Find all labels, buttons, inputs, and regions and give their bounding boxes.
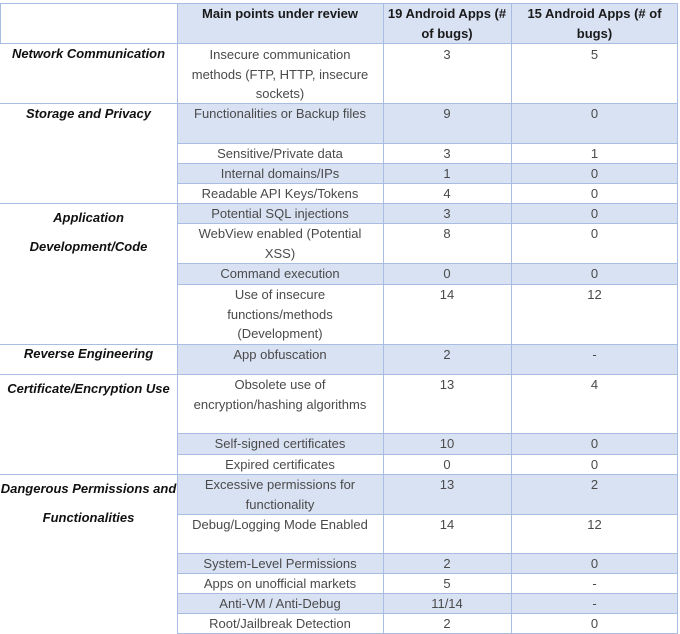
cell-15apps: 0 bbox=[590, 166, 599, 181]
cell-19apps: 0 bbox=[443, 457, 451, 472]
table-row bbox=[177, 514, 678, 553]
header-col-points bbox=[177, 3, 383, 43]
cell-19apps: 5 bbox=[443, 576, 451, 591]
col-divider bbox=[177, 3, 178, 634]
cell-15apps: 0 bbox=[590, 266, 599, 281]
row-divider bbox=[177, 263, 678, 264]
row-divider bbox=[0, 103, 678, 104]
header-col-15apps-label: 15 Android Apps (# of bugs) bbox=[527, 6, 662, 41]
cell-15apps: 0 bbox=[590, 616, 599, 631]
cell-19apps: 14 bbox=[439, 517, 455, 532]
row-divider bbox=[177, 163, 678, 164]
category-application-development: Application Development/Code bbox=[29, 210, 148, 254]
table-row bbox=[177, 344, 678, 374]
row-divider bbox=[177, 143, 678, 144]
cell-15apps: - bbox=[592, 576, 597, 591]
cell-point: Internal domains/IPs bbox=[220, 166, 340, 181]
row-divider bbox=[177, 514, 678, 515]
cell-point: Excessive permissions for functionality bbox=[204, 477, 356, 512]
col-divider bbox=[511, 3, 512, 634]
cell-point: Sensitive/Private data bbox=[217, 146, 343, 161]
cell-point: Insecure communication methods (FTP, HTTP, insecure sockets) bbox=[191, 47, 369, 102]
header-col-19apps bbox=[383, 3, 511, 43]
cell-19apps: 0 bbox=[443, 266, 451, 281]
header-row bbox=[0, 3, 678, 43]
col-divider bbox=[677, 3, 678, 634]
row-divider bbox=[177, 553, 678, 554]
row-divider bbox=[0, 203, 678, 204]
cell-15apps: 0 bbox=[590, 106, 599, 121]
col-divider bbox=[0, 3, 1, 43]
cell-point: Apps on unofficial markets bbox=[203, 576, 357, 591]
cell-19apps: 14 bbox=[439, 287, 455, 302]
cell-19apps: 13 bbox=[439, 477, 455, 492]
cell-15apps: 0 bbox=[590, 226, 599, 241]
cell-19apps: 4 bbox=[443, 186, 451, 201]
category-dangerous-permissions: Dangerous Permissions and Functionalities bbox=[0, 481, 177, 525]
cell-point: Command execution bbox=[220, 266, 340, 281]
cell-15apps: 2 bbox=[590, 477, 599, 492]
cell-19apps: 3 bbox=[443, 47, 451, 62]
row-divider bbox=[177, 284, 678, 285]
row-divider bbox=[177, 613, 678, 614]
cell-15apps: 0 bbox=[590, 457, 599, 472]
table-border bbox=[0, 3, 678, 4]
category-network-communication: Network Communication bbox=[11, 46, 166, 61]
table-row bbox=[177, 284, 678, 344]
category-certificate-encryption: Certificate/Encryption Use bbox=[7, 381, 170, 396]
table-row bbox=[177, 163, 678, 183]
table-row bbox=[177, 613, 678, 633]
cell-point: Root/Jailbreak Detection bbox=[209, 616, 351, 631]
cell-point: Self-signed certificates bbox=[214, 436, 346, 451]
cell-point: Debug/Logging Mode Enabled bbox=[192, 517, 368, 532]
cell-15apps: 0 bbox=[590, 186, 599, 201]
table-row bbox=[177, 223, 678, 263]
row-divider bbox=[0, 344, 678, 345]
row-divider bbox=[177, 454, 678, 455]
cell-point: App obfuscation bbox=[233, 347, 327, 362]
cell-19apps: 8 bbox=[443, 226, 451, 241]
category-storage-privacy: Storage and Privacy bbox=[26, 106, 151, 121]
table-row bbox=[177, 553, 678, 573]
category-reverse-engineering: Reverse Engineering bbox=[23, 346, 154, 361]
cell-19apps: 1 bbox=[443, 166, 451, 181]
table-row bbox=[177, 263, 678, 284]
row-divider bbox=[0, 374, 678, 375]
cell-15apps: 1 bbox=[590, 146, 599, 161]
cell-19apps: 2 bbox=[443, 347, 451, 362]
row-divider bbox=[177, 593, 678, 594]
cell-point: Readable API Keys/Tokens bbox=[201, 186, 359, 201]
cell-19apps: 2 bbox=[443, 616, 451, 631]
table-row bbox=[177, 454, 678, 474]
cell-19apps: 2 bbox=[443, 556, 451, 571]
header-col-category bbox=[0, 3, 177, 43]
cell-19apps: 9 bbox=[443, 106, 451, 121]
row-divider bbox=[177, 223, 678, 224]
cell-15apps: 4 bbox=[590, 377, 599, 392]
table-row bbox=[177, 203, 678, 223]
cell-15apps: 0 bbox=[590, 556, 599, 571]
table-row bbox=[177, 374, 678, 433]
cell-point: Potential SQL injections bbox=[211, 206, 349, 221]
table-row bbox=[177, 573, 678, 593]
cell-point: Anti-VM / Anti-Debug bbox=[219, 596, 341, 611]
cell-15apps: 12 bbox=[587, 517, 602, 532]
table-row bbox=[177, 143, 678, 163]
cell-15apps: 12 bbox=[587, 287, 602, 302]
table-border bbox=[0, 43, 678, 44]
row-divider bbox=[177, 433, 678, 434]
header-col-15apps bbox=[511, 3, 678, 43]
header-col-19apps-label: 19 Android Apps (# of bugs) bbox=[387, 6, 507, 41]
cell-19apps: 10 bbox=[439, 436, 455, 451]
row-divider bbox=[0, 474, 678, 475]
row-divider bbox=[177, 573, 678, 574]
cell-point: System-Level Permissions bbox=[203, 556, 357, 571]
cell-19apps: 11/14 bbox=[431, 596, 463, 611]
cell-15apps: 5 bbox=[590, 47, 599, 62]
cell-19apps: 13 bbox=[439, 377, 455, 392]
table-row bbox=[177, 474, 678, 514]
header-col-points-label: Main points under review bbox=[201, 6, 359, 21]
cell-19apps: 3 bbox=[443, 146, 451, 161]
cell-point: Obsolete use of encryption/hashing algorithms bbox=[193, 377, 367, 412]
cell-15apps: - bbox=[592, 596, 597, 611]
table-row bbox=[177, 183, 678, 203]
table-row bbox=[177, 433, 678, 454]
col-divider bbox=[383, 3, 384, 634]
cell-point: WebView enabled (Potential XSS) bbox=[198, 226, 362, 261]
table-row bbox=[177, 103, 678, 143]
row-divider bbox=[177, 183, 678, 184]
cell-point: Expired certificates bbox=[225, 457, 335, 472]
cell-15apps: 0 bbox=[590, 436, 599, 451]
cell-point: Functionalities or Backup files bbox=[194, 106, 366, 121]
table-row bbox=[177, 44, 678, 103]
cell-15apps: - bbox=[592, 347, 597, 362]
cell-point: Use of insecure functions/methods (Development) bbox=[227, 287, 333, 342]
table-row bbox=[177, 593, 678, 613]
cell-19apps: 3 bbox=[443, 206, 451, 221]
cell-15apps: 0 bbox=[590, 206, 599, 221]
